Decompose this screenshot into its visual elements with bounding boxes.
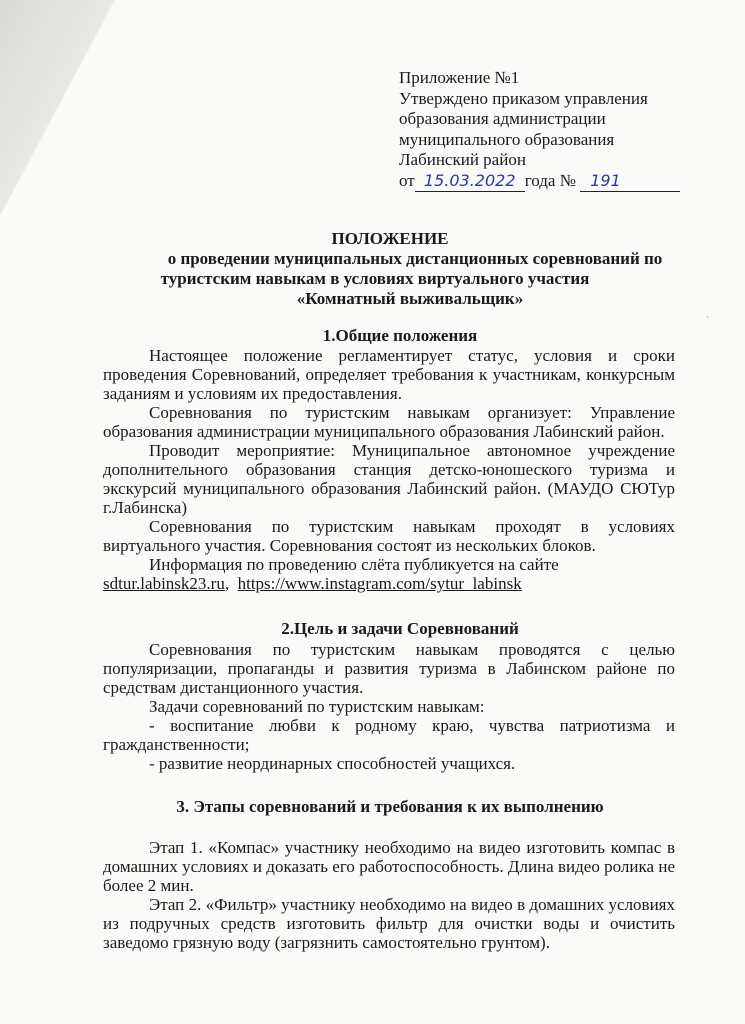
section-heading: 1.Общие положения — [322, 326, 478, 345]
approval-line: Лабинский район — [399, 150, 526, 169]
paragraph: Этап 1. «Компас» участнику необходимо на видео изготовить компас в домашних условиях и доказать его работоспособность. Длина видео ролика не более 2 мин. — [103, 838, 675, 895]
paragraph: Проводит мероприятие: Муниципальное автономное учреждение дополнительного образования станция детско-юношеского туризма и экскурсий муниципального образования Лабинский район. (МАУДО СЮТур г.Лабинска) — [103, 441, 675, 517]
title-line: туристским навыкам в условиях виртуального участия — [160, 269, 590, 288]
handwritten-number: 191 — [580, 171, 680, 193]
instagram-link[interactable]: https://www.instagram.com/sytur_labinsk — [237, 574, 522, 593]
date-prefix: от — [399, 170, 415, 190]
link-separator: , — [224, 574, 230, 593]
page-corner-shadow — [0, 0, 130, 230]
paragraph: Этап 2. «Фильтр» участнику необходимо на видео в домашних условиях из подручных средств изготовить фильтр для очистки воды и очистить заведомо грязную воду (загрязнить самостоятельно грунтом). — [103, 895, 675, 952]
links-line — [103, 574, 675, 593]
approval-line: образования администрации — [399, 109, 606, 128]
paragraph: - развитие неординарных способностей учащихся. — [149, 754, 516, 773]
paragraph: Задачи соревнований по туристским навыкам: — [149, 697, 485, 716]
approval-line: Приложение №1 — [399, 68, 520, 87]
year-label: года № — [524, 170, 576, 190]
paragraph: Информация по проведению слёта публикуется на сайте — [149, 555, 559, 574]
section-body — [103, 346, 675, 593]
approval-line: муниципального образования — [399, 129, 615, 149]
section-body — [103, 640, 675, 773]
approval-date-line — [399, 171, 699, 193]
paragraph: - воспитание любви к родному краю, чувства патриотизма и гражданственности; — [103, 716, 675, 754]
site-link[interactable]: sdtur.labinsk23.ru — [103, 574, 225, 593]
title-line: «Комнатный выживальщик» — [296, 289, 524, 308]
paragraph: Соревнования по туристским навыкам организует: Управление образования администрации муниципального образования Лабинский район. — [103, 403, 675, 441]
handwritten-date: 15.03.2022 — [415, 171, 525, 193]
approval-block — [399, 68, 699, 192]
paragraph: Соревнования по туристским навыкам проходят в условиях виртуального участия. Соревнования состоят из нескольких блоков. — [103, 517, 675, 555]
approval-line: Утверждено приказом управления — [399, 88, 648, 108]
section-body — [103, 838, 675, 952]
document-title: ПОЛОЖЕНИЕ — [331, 229, 449, 248]
paragraph: Соревнования по туристским навыкам проводятся с целью популяризации, пропаганды и развития туризма в Лабинском районе по средствам дистанционного участия. — [103, 640, 675, 697]
title-line: о проведении муниципальных дистанционных соревнований по — [167, 249, 663, 268]
scan-speck: · — [706, 312, 709, 322]
paragraph: Настоящее положение регламентирует статус, условия и сроки проведения Соревнований, определяет требования к участникам, конкурсным заданиям и условиям их предоставления. — [103, 346, 675, 403]
section-heading: 2.Цель и задачи Соревнований — [281, 619, 519, 638]
section-heading: 3. Этапы соревнований и требования к их выполнению — [176, 797, 604, 816]
